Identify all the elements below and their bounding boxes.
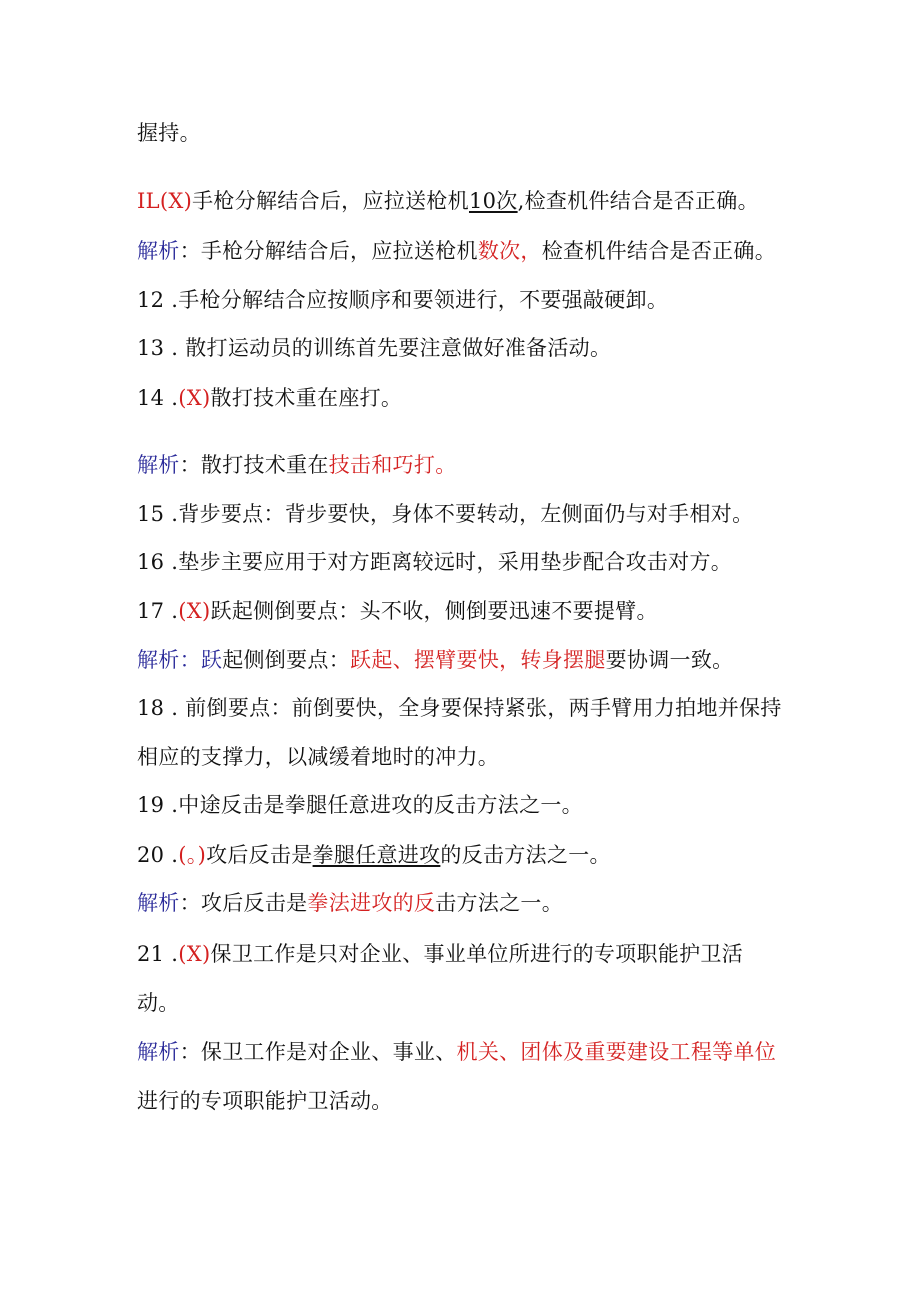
question-18-cont: 相应的支撑力，以减缓着地时的冲力。 (137, 745, 500, 769)
question-13: 13 . 散打运动员的训练首先要注意做好准备活动。 (137, 336, 612, 360)
question-18: 18 . 前倒要点：前倒要快，全身要保持紧张，两手臂用力拍地并保持 (137, 696, 782, 720)
analysis-label: 解析 (137, 239, 180, 263)
question-16: 16 .垫步主要应用于对方距离较远时，采用垫步配合攻击对方。 (137, 550, 733, 574)
correction-text: 数次， (477, 239, 542, 263)
question-21: 21 .(X)保卫工作是只对企业、事业单位所进行的专项职能护卫活 (137, 942, 744, 966)
question-14: 14 .(X)散打技术重在座打。 (137, 386, 403, 410)
question-12: 12 .手枪分解结合应按顺序和要领进行，不要强敲硬卸。 (137, 288, 669, 312)
analysis-21: 解析：保卫工作是对企业、事业、机关、团体及重要建设工程等单位 (137, 1040, 777, 1064)
analysis-11: 解析：手枪分解结合后，应拉送枪机数次，检查机件结合是否正确。 (137, 239, 777, 263)
analysis-label: 解析 (137, 1040, 180, 1064)
correction-text: 拳法进攻的反 (307, 891, 436, 915)
question-21-cont: 动。 (137, 991, 180, 1015)
analysis-20: 解析：攻后反击是拳法进攻的反击方法之一。 (137, 891, 564, 915)
analysis-label: 解析 (137, 453, 180, 477)
analysis-14: 解析：散打技术重在技击和巧打。 (137, 453, 457, 477)
question-17: 17 .(X)跃起侧倒要点：头不收，侧倒要迅速不要提臂。 (137, 599, 658, 623)
underlined-text: 10次 (468, 189, 518, 213)
answer-mark: (X) (178, 386, 211, 410)
question-11: IL(X)手枪分解结合后，应拉送枪机10次,检查机件结合是否正确。 (137, 189, 759, 213)
correction-text: 机关、团体及重要建设工程等单位 (456, 1040, 777, 1064)
answer-mark: (X) (178, 942, 211, 966)
answer-mark: (。) (178, 843, 207, 867)
answer-mark: (X) (178, 599, 211, 623)
analysis-21-cont: 进行的专项职能护卫活动。 (137, 1089, 393, 1113)
analysis-17: 解析：跃起侧倒要点：跃起、摆臂要快，转身摆腿要协调一致。 (137, 648, 734, 672)
question-20: 20 .(。)攻后反击是拳腿任意进攻的反击方法之一。 (137, 843, 611, 867)
correction-text: 跃起、摆臂要快，转身摆腿 (350, 648, 606, 672)
analysis-label: 解析：跃 (137, 648, 223, 672)
question-11-marker: IL(X) (137, 189, 193, 213)
underlined-text: 拳腿任意进攻 (312, 843, 441, 867)
text-line-1: 握持。 (137, 121, 201, 145)
correction-text: 技击和巧打。 (328, 453, 457, 477)
question-15: 15 .背步要点：背步要快，身体不要转动，左侧面仍与对手相对。 (137, 502, 754, 526)
analysis-label: 解析 (137, 891, 180, 915)
question-19: 19 .中途反击是拳腿任意进攻的反击方法之一。 (137, 793, 583, 817)
